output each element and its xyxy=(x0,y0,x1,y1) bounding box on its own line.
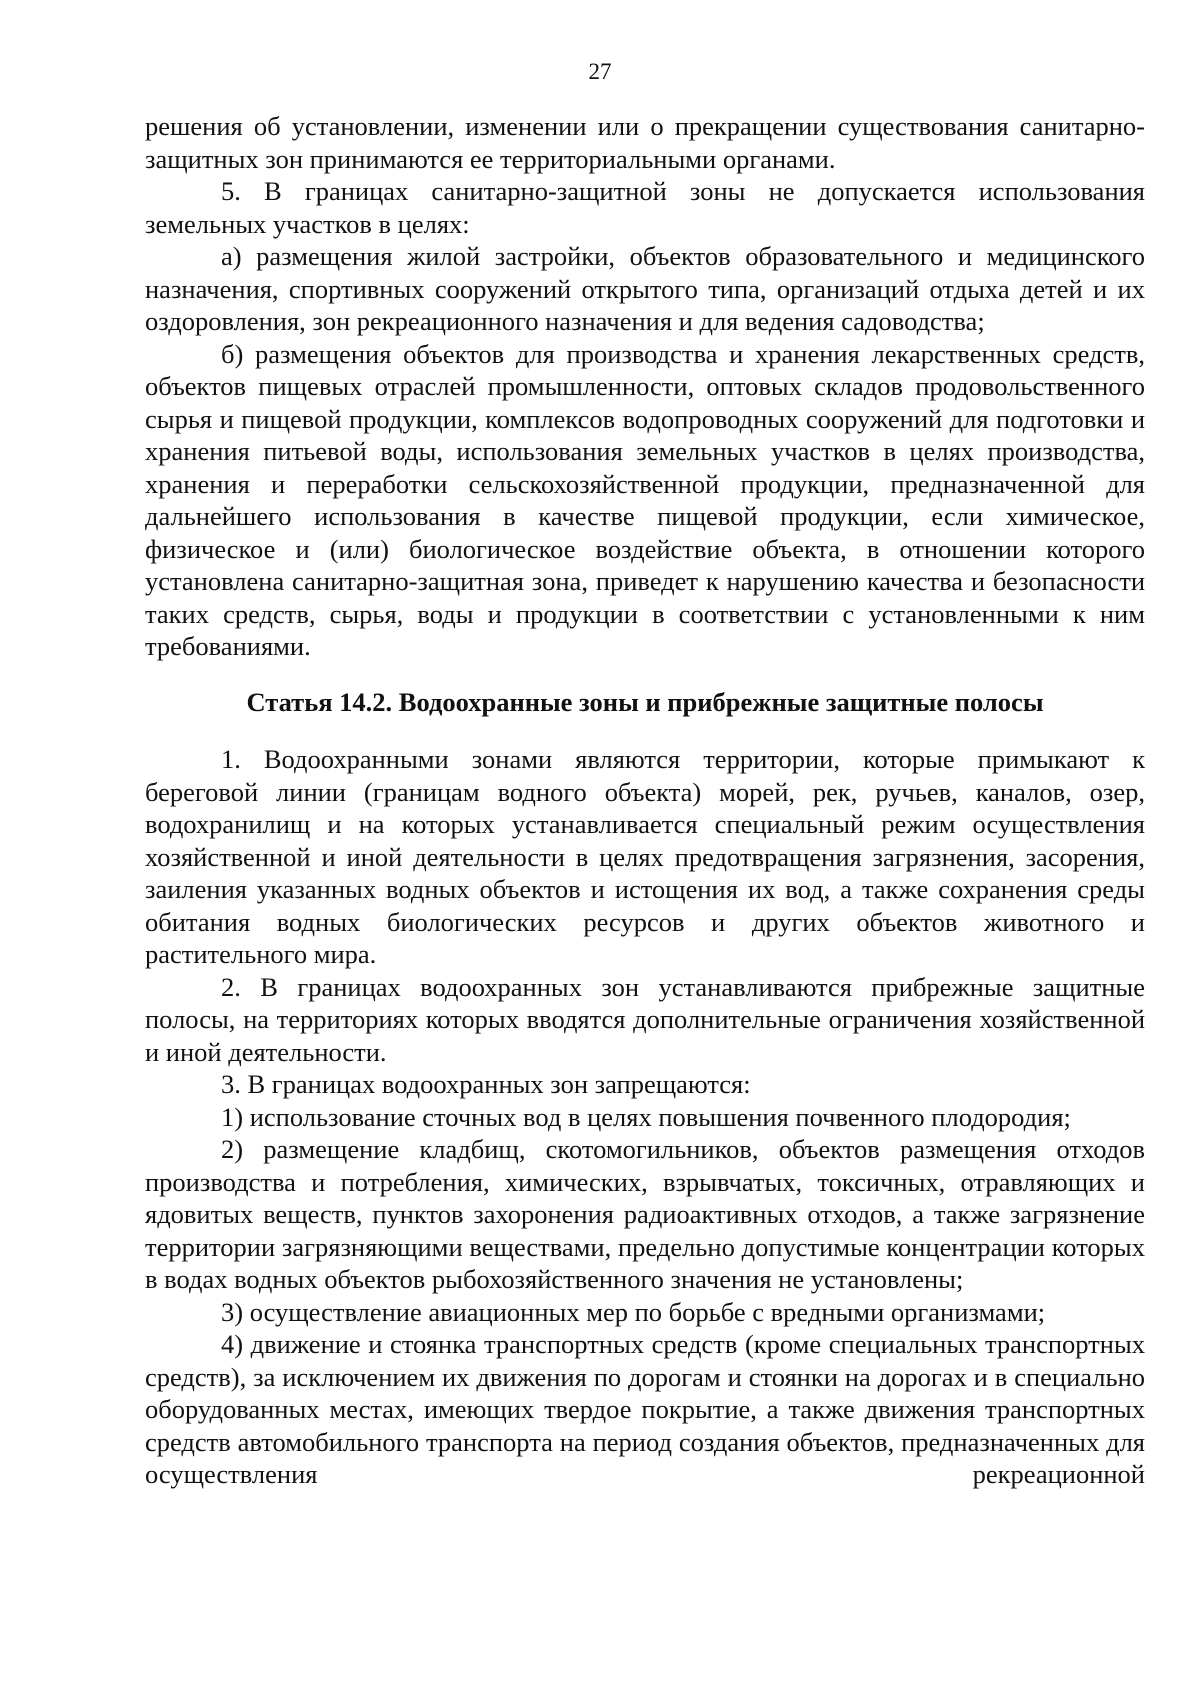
paragraph-continuation: решения об установлении, изменении или о прекращении существования санитарно-защитных зон принимаются ее территориальными органами. xyxy=(145,111,1145,174)
paragraph-subitem-b: б) размещения объектов для производства и хранения лекарственных средств, объектов пищевых отраслей промышленности, оптовых складов продовольственного сырья и пищевой продукции, комплексов водопроводных сооружений для подготовки и хранения питьевой воды, использования земельных участков в целях производства, хранения и переработки сельскохозяйственной продукции, предназначенной для дальнейшего использования в качестве пищевой продукции, если химическое, физическое и (или) биологическое воздействие объекта, в отношении которого установлена санитарно-защитная зона, приведет к нарушению качества и безопасности таких средств, сырья, воды и продукции в соответствии с установленными к ним требованиями. xyxy=(145,338,1145,661)
paragraph-subitem-a: а) размещения жилой застройки, объектов образовательного и медицинского назначения, спортивных сооружений открытого типа, организаций отдыха детей и их оздоровления, зон рекреационного назначения и для ведения садоводства; xyxy=(145,241,1145,336)
paragraph-prohibition-3: 3) осуществление авиационных мер по борьбе с вредными организмами; xyxy=(221,1296,1046,1327)
paragraph-prohibition-1: 1) использование сточных вод в целях повышения почвенного плодородия; xyxy=(221,1101,1071,1132)
paragraph-item-5: 5. В границах санитарно-защитной зоны не допускается использования земельных участков в целях: xyxy=(145,176,1145,239)
article-heading: Статья 14.2. Водоохранные зоны и прибрежные защитные полосы xyxy=(246,686,1044,717)
paragraph-article-item-1: 1. Водоохранными зонами являются территории, которые примыкают к береговой линии (границам водного объекта) морей, рек, ручьев, каналов, озер, водохранилищ и на которых устанавливается специальный режим осуществления хозяйственной и иной деятельности в целях предотвращения загрязнения, засорения, заиления указанных водных объектов и истощения их вод, а также сохранения среды обитания водных биологических ресурсов и других объектов животного и растительного мира. xyxy=(145,744,1145,969)
document-body xyxy=(145,110,1145,1491)
paragraph-prohibition-4: 4) движение и стоянка транспортных средств (кроме специальных транспортных средств), за исключением их движения по дорогам и стоянки на дорогах и в специально оборудованных местах, имеющих твердое покрытие, а также движения транспортных средств автомобильного транспорта на период создания объектов, предназначенных для осуществления рекреационной xyxy=(145,1329,1145,1489)
paragraph-prohibition-2: 2) размещение кладбищ, скотомогильников, объектов размещения отходов производства и потребления, химических, взрывчатых, токсичных, отравляющих и ядовитых веществ, пунктов захоронения радиоактивных отходов, а также загрязнение территории загрязняющими веществами, предельно допустимые концентрации которых в водах водных объектов рыбохозяйственного значения не установлены; xyxy=(145,1134,1145,1294)
paragraph-article-item-3: 3. В границах водоохранных зон запрещаются: xyxy=(221,1069,751,1099)
paragraph-article-item-2: 2. В границах водоохранных зон устанавливаются прибрежные защитные полосы, на территориях которых вводятся дополнительные ограничения хозяйственной и иной деятельности. xyxy=(145,971,1145,1067)
page-number: 27 xyxy=(588,59,612,84)
